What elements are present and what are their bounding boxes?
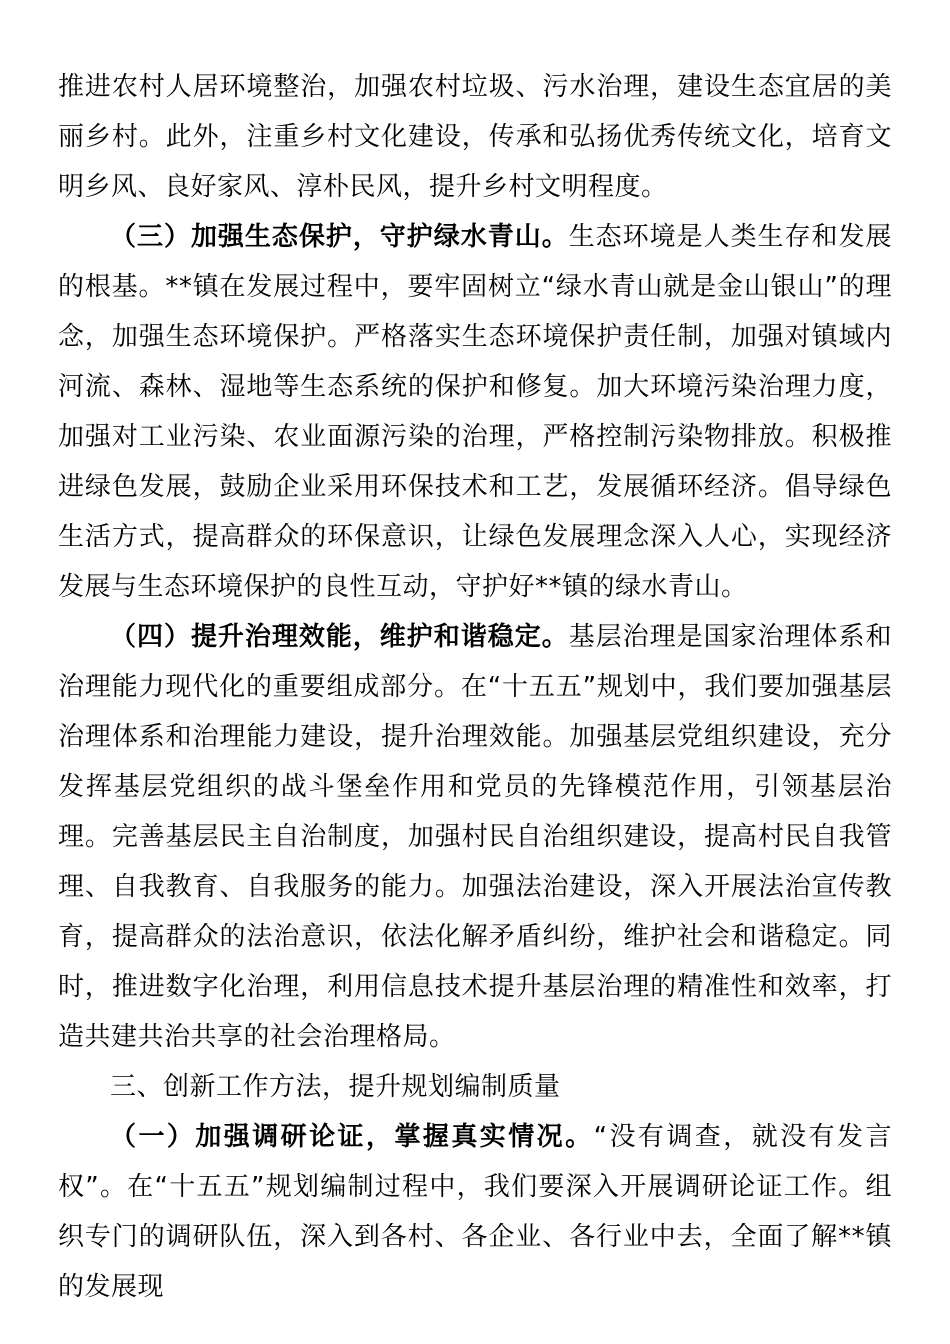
paragraph-rural-environment: 推进农村人居环境整治，加强农村垃圾、污水治理，建设生态宜居的美丽乡村。此外，注重乡村文化建设，传承和弘扬优秀传统文化，培育文明乡风、良好家风、淳朴民风，提升乡村文明程度。 (58, 72, 892, 202)
body-research: “没有调查，就没有发言权”。在“十五五”规划编制过程中，我们要深入开展调研论证工作。组织专门的调研队伍，深入到各村、各企业、各行业中去，全面了解**镇的发展现 (58, 1122, 892, 1302)
body-governance-efficiency: 基层治理是国家治理体系和治理能力现代化的重要组成部分。在“十五五”规划中，我们要加强基层治理体系和治理能力建设，提升治理效能。加强基层党组织建设，充分发挥基层党组织的战斗堡垒作用和党员的先锋模范作用，引领基层治理。完善基层民主自治制度，加强村民自治组织建设，提高村民自我管理、自我教育、自我服务的能力。加强法治建设，深入开展法治宣传教育，提高群众的法治意识，依法化解矛盾纠纷，维护社会和谐稳定。同时，推进数字化治理，利用信息技术提升基层治理的精准性和效率，打造共建共治共享的社会治理格局。 (58, 622, 892, 1052)
heading-governance-efficiency: （四）提升治理效能，维护和谐稳定。 (110, 622, 569, 652)
paragraph-ecological-protection (58, 212, 892, 612)
section-title-innovation: 三、创新工作方法，提升规划编制质量 (110, 1072, 561, 1102)
paragraph-research (58, 1112, 892, 1312)
heading-ecological-protection: （三）加强生态保护，守护绿水青山。 (110, 222, 569, 252)
body-ecological-protection: 生态环境是人类生存和发展的根基。**镇在发展过程中，要牢固树立“绿水青山就是金山银山”的理念，加强生态环境保护。严格落实生态环境保护责任制，加强对镇域内河流、森林、湿地等生态系统的保护和修复。加大环境污染治理力度，加强对工业污染、农业面源污染的治理，严格控制污染物排放。积极推进绿色发展，鼓励企业采用环保技术和工艺，发展循环经济。倡导绿色生活方式，提高群众的环保意识，让绿色发展理念深入人心，实现经济发展与生态环境保护的良性互动，守护好**镇的绿水青山。 (58, 222, 892, 602)
paragraph-governance-efficiency (58, 612, 892, 1062)
heading-research: （一）加强调研论证，掌握真实情况。 (110, 1122, 594, 1152)
document-body (58, 62, 892, 1312)
